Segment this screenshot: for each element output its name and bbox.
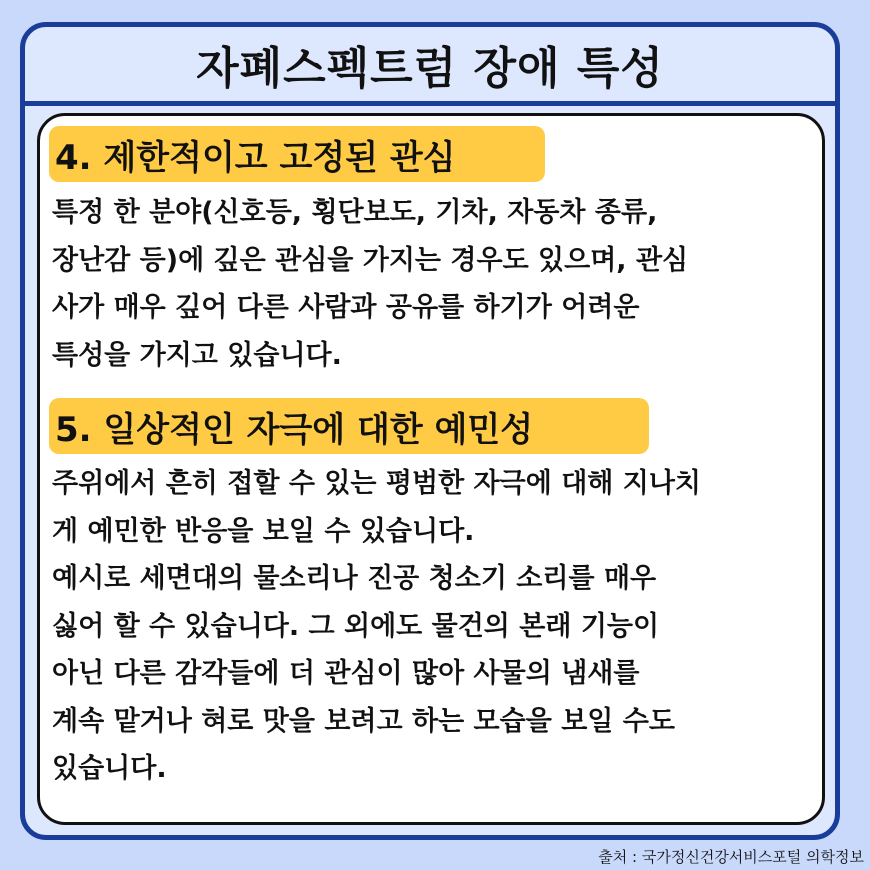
text-line: 계속 맡거나 혀로 맛을 보려고 하는 모습을 보일 수도 <box>52 705 675 737</box>
text-line: 싫어 할 수 있습니다. 그 외에도 물건의 본래 기능이 <box>52 610 660 642</box>
source-credit: 출처 : 국가정신건강서비스포털 의학정보 <box>598 848 864 866</box>
section-heading-restricted-interests: 4. 제한적이고 고정된 관심 <box>49 126 545 182</box>
section-body-restricted-interests <box>52 189 688 379</box>
text-line: 특정 한 분야(신호등, 횡단보도, 기차, 자동차 종류, <box>52 197 658 228</box>
text-line: 아닌 다른 감각들에 더 관심이 많아 사물의 냄새를 <box>52 658 640 689</box>
text-line: 사가 매우 깊어 다른 사람과 공유를 하기가 어려운 <box>52 292 640 323</box>
content-panel <box>37 113 825 825</box>
page-title: 자폐스펙트럼 장애 특성 <box>196 43 664 94</box>
text-line: 장난감 등)에 깊은 관심을 가지는 경우도 있으며, 관심 <box>52 244 689 276</box>
section-heading-sensory-sensitivity: 5. 일상적인 자극에 대한 예민성 <box>49 398 649 454</box>
title-bar <box>25 27 835 106</box>
text-line: 주위에서 흔히 접할 수 있는 평범한 자극에 대해 지나치 <box>52 468 702 499</box>
text-line: 예시로 세면대의 물소리나 진공 청소기 소리를 매우 <box>52 563 657 594</box>
card-frame <box>20 22 840 840</box>
section-body-sensory-sensitivity <box>52 460 701 793</box>
text-line: 있습니다. <box>52 753 167 784</box>
text-line: 게 예민한 반응을 보일 수 있습니다. <box>52 515 475 547</box>
text-line: 특성을 가지고 있습니다. <box>52 339 342 371</box>
